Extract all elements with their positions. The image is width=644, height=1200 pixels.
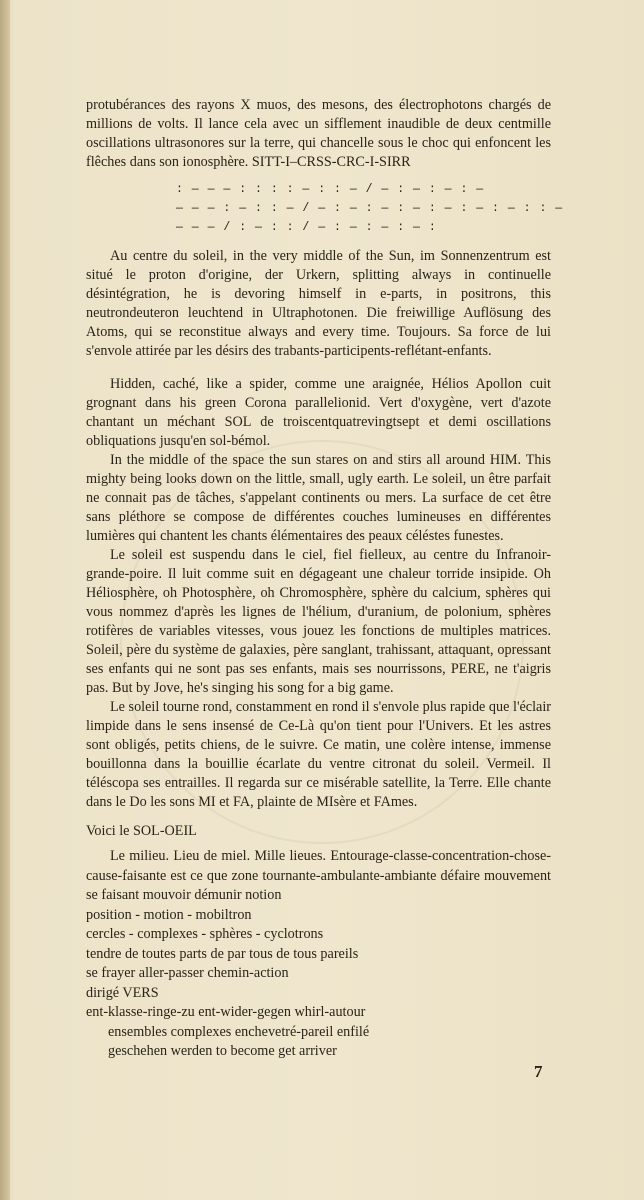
verse-line-2: position - motion - mobiltron: [86, 906, 252, 923]
page-number: 7: [534, 1062, 543, 1081]
document-body: [86, 96, 564, 1062]
verse-line-7: ent-klasse-ringe-zu ent-wider-gegen whirl-autour: [86, 1004, 366, 1020]
morse-line-2: — — — : — : : — / — : — : — : — : — : — : — : : —: [176, 202, 564, 215]
paragraph-6: Le soleil tourne rond, constamment en rond il s'envole plus rapide que l'éclair limpide dans le sens insensé de Ce-Là qu'on tient pour l'Univers. Et les astres sont obligés, petits chiens, de le suivre. Ce matin, une colère intense, immense bouillonna dans la bouillie écarlate du ventre citronat du soleil. Vermeil. Il téléscopa ses entrailles. Il regarda sur ce misérable satellite, la Terre. Elle chante dans le Do les sons MI et FA, plainte de MIsère et FAmes.: [86, 699, 551, 810]
verse-line-6: dirigé VERS: [86, 984, 159, 1001]
morse-code-block: [176, 180, 564, 237]
paragraph-1: protubérances des rayons X muos, des mesons, des électrophotons chargés de millions de volts. Il lance cela avec un sifflement inaudible de deux centmille oscillations ultrasonores sur la terre, qui chancelle sous le choc qui enfoncent les flêches dans son ionosphère. SITT-I–CRSS-CRC-I-SIRR: [86, 97, 551, 170]
verse-line-4: tendre de toutes parts de par tous de tous pareils: [86, 945, 359, 962]
verse-line-5: se frayer aller-passer chemin-action: [86, 965, 289, 981]
paragraph-5: Le soleil est suspendu dans le ciel, fiel fielleux, au centre du Infranoir-grande-poire. Il luit comme suit en dégageant une chaleur torride insipide. Oh Héliosphère, oh Photosphère, oh Chromosphère, sphère du calcium, sphères qui vous nommez d'après les lignes de l'hélium, d'uranium, de polonium, sphères rotifères de variables vitesses, vous jouez les fonctions de multiples matrices. Soleil, père du système de galaxies, père sanglant, trahissant, attaquant, opressant ses enfants qui ne sont pas ses enfants, mais ses nourrissons, PERE, ne t'aigris pas. But by Jove, he's singing his song for a big game.: [86, 547, 551, 696]
verse-line-9: geschehen werden to become get arriver: [108, 1043, 337, 1059]
morse-line-3: — — — / : — : : / — : — : — : — :: [176, 221, 437, 234]
morse-line-1: : — — — : : : : — : : — / — : — : — : —: [176, 183, 485, 196]
paragraph-3: Hidden, caché, like a spider, comme une araignée, Hélios Apollon cuit grognant dans his green Corona parallelionid. Vert d'oxygène, vert d'azote chantant un méchant SOL de troiscentquatrevingtsept et demi oscillations obliquations jusqu'en sol-bémol.: [86, 376, 551, 449]
section-heading: Voici le SOL-OEIL: [86, 823, 197, 839]
paragraph-2: Au centre du soleil, in the very middle of the Sun, im Sonnenzentrum est situé le proton d'origine, der Urkern, splitting always in continuelle désintégration, he is devoring himself in e-parts, in positrons, this neutrondeuteron leuchtend in Ultraphotonen. Die freiwillige Auflösung des Atoms, qui se reconstitue always and every time. Toujours. Sa force de lui s'envole attirée par les désirs des trabants-participents-reflétant-enfants.: [86, 248, 551, 359]
free-verse-block: [86, 847, 551, 1062]
verse-line-3: cercles - complexes - sphères - cyclotrons: [86, 926, 324, 942]
paragraph-4: In the middle of the space the sun stares on and stirs all around HIM. This mighty being looks down on the little, small, ugly earth. Le soleil, un être parfait ne connait pas de tâches, s'appelant continents ou mers. La surface de cet être sans pléthore se compose de différentes couches lumineuses en différentes lumières qui chantent les chants élémentaires des peaux céléstes funestes.: [86, 452, 551, 544]
verse-line-8: ensembles complexes enchevetré-pareil enfilé: [108, 1023, 370, 1040]
verse-line-1: Le milieu. Lieu de miel. Mille lieues. Entourage-classe-concentration-chose-cause-faisante est ce que zone tournante-ambulante-ambiante défaire mouvement se faisant mouvoir démunir notion: [86, 848, 551, 903]
page-binding-edge: [0, 0, 10, 1200]
